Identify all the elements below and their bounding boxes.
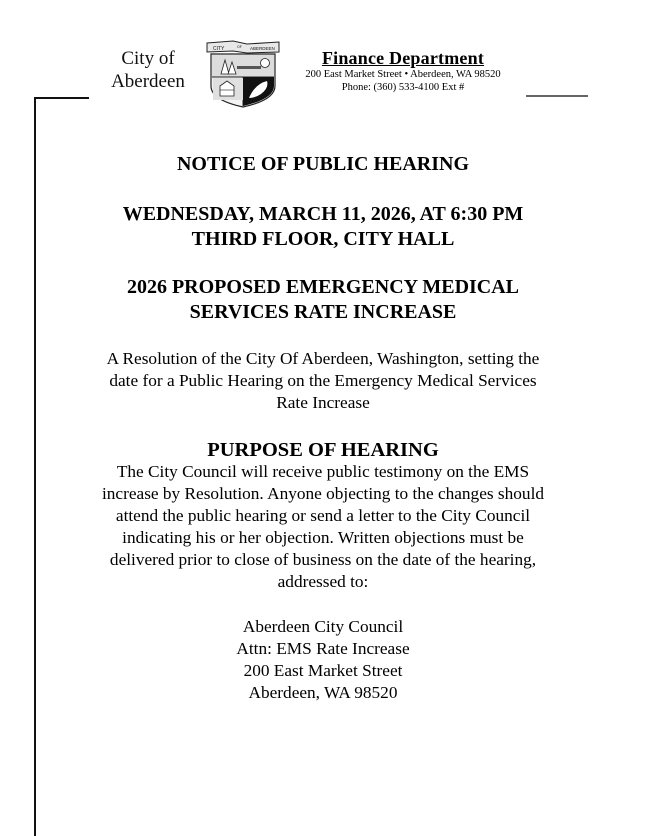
hearing-subject-block bbox=[36, 275, 610, 325]
city-name-line2: Aberdeen bbox=[111, 71, 185, 92]
header-rule-right bbox=[526, 95, 588, 97]
mailing-address-block bbox=[36, 616, 610, 704]
department-address: 200 East Market Street • Aberdeen, WA 98520 bbox=[305, 69, 501, 80]
resolution-line: date for a Public Hearing on the Emergency Medical Services bbox=[109, 371, 537, 390]
purpose-heading: PURPOSE OF HEARING bbox=[207, 439, 439, 461]
seal-banner-aberdeen: ABERDEEN bbox=[250, 46, 275, 51]
hearing-subject-line1: 2026 PROPOSED EMERGENCY MEDICAL bbox=[126, 276, 520, 298]
seal-banner-city: CITY bbox=[213, 46, 225, 52]
department-phone: Phone: (360) 533-4100 Ext # bbox=[341, 82, 465, 93]
header-rule-left bbox=[34, 97, 89, 99]
resolution-paragraph bbox=[36, 348, 610, 414]
city-name-line1: City of bbox=[121, 48, 175, 69]
address-attn: Attn: EMS Rate Increase bbox=[236, 639, 410, 658]
resolution-line: A Resolution of the City Of Aberdeen, Washington, setting the bbox=[106, 349, 540, 368]
address-recipient: Aberdeen City Council bbox=[242, 617, 404, 636]
resolution-line: Rate Increase bbox=[276, 393, 370, 412]
purpose-line: increase by Resolution. Anyone objecting to the changes should bbox=[101, 484, 545, 503]
purpose-line: indicating his or her objection. Written objections must be bbox=[122, 528, 524, 547]
purpose-line: delivered prior to close of business on the date of the hearing, bbox=[109, 550, 537, 569]
address-street: 200 East Market Street bbox=[243, 661, 403, 680]
department-block bbox=[283, 48, 523, 94]
city-seal-icon bbox=[203, 38, 283, 108]
address-city-state-zip: Aberdeen, WA 98520 bbox=[248, 683, 398, 702]
hearing-datetime: WEDNESDAY, MARCH 11, 2026, AT 6:30 PM bbox=[122, 203, 524, 225]
purpose-line: The City Council will receive public testimony on the EMS bbox=[116, 462, 530, 481]
hearing-datetime-block bbox=[36, 202, 610, 252]
notice-title: NOTICE OF PUBLIC HEARING bbox=[176, 153, 470, 175]
city-name bbox=[100, 47, 196, 93]
hearing-subject-line2: SERVICES RATE INCREASE bbox=[189, 301, 457, 323]
seal-banner-of: OF bbox=[237, 45, 242, 49]
purpose-paragraph bbox=[36, 461, 610, 593]
hearing-location: THIRD FLOOR, CITY HALL bbox=[191, 228, 455, 250]
department-title: Finance Department bbox=[321, 48, 485, 68]
purpose-line: attend the public hearing or send a letter to the City Council bbox=[115, 506, 531, 525]
purpose-line: addressed to: bbox=[277, 572, 369, 591]
